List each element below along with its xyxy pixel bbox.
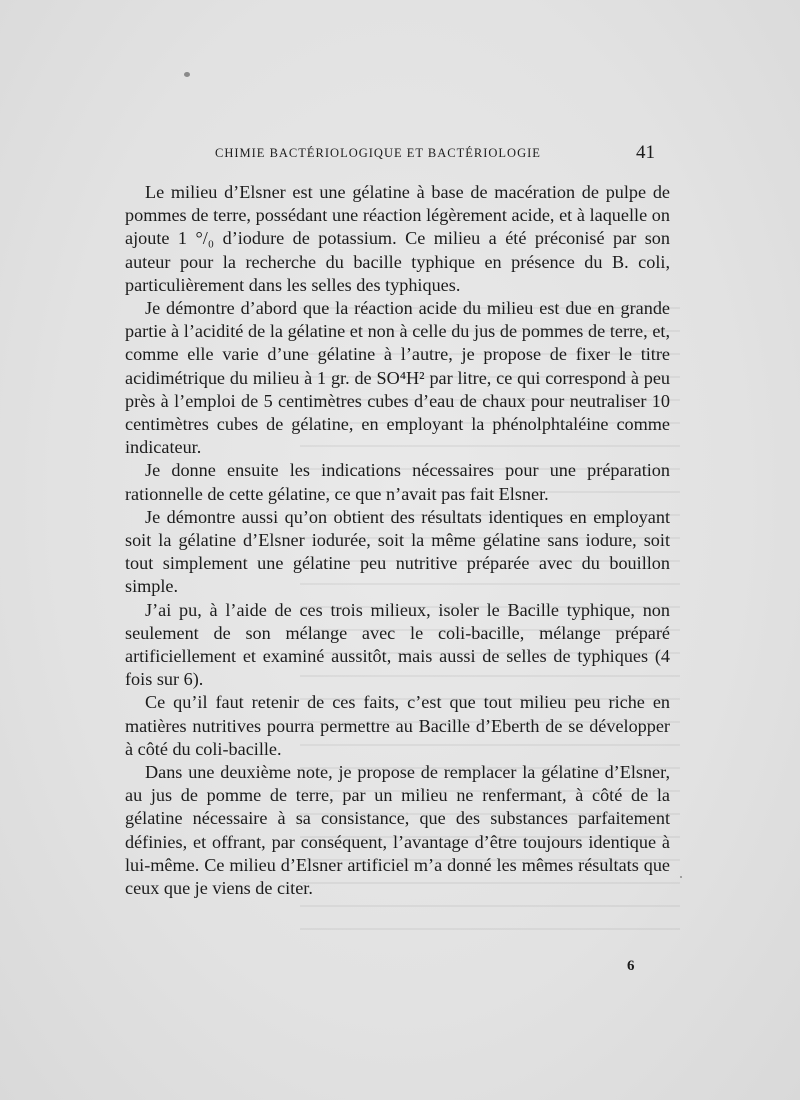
paragraph: Je démontre d’abord que la réaction acide du milieu est due en grande partie à l’acidité de la gélatine et non à celle du jus de pommes de terre, et, comme elle varie d’une gélatine à l’autre, je propose de fixer le titre acidimétrique du milieu à 1 gr. de SO⁴H² par litre, ce qui correspond à peu près à l’emploi de 5 centimètres cubes d’eau de chaux pour neutraliser 10 centimètres cubes de gélatine, en employant la phénolphtaléine comme indicateur. <box>125 298 670 458</box>
page-number: 41 <box>636 142 655 163</box>
page-header <box>215 142 655 166</box>
ink-speck <box>184 72 190 77</box>
body-text <box>125 181 670 900</box>
paragraph: Je démontre aussi qu’on obtient des résultats identiques en employant soit la gélatine d’Elsner iodurée, soit la même gélatine sans iodure, soit tout simplement une gélatine peu nutritive préparée avec du bouillon simple. <box>125 506 670 597</box>
paragraph: Le milieu d’Elsner est une gélatine à base de macération de pulpe de pommes de terre, possédant une réaction légèrement acide, et à laquelle on ajoute 1 °/₀ d’iodure de potassium. Ce milieu a été préconisé par son auteur pour la recherche du bacille typhique en présence du B. coli, particulièrement dans les selles des typhiques. <box>125 182 670 295</box>
running-title: CHIMIE BACTÉRIOLOGIQUE ET BACTÉRIOLOGIE <box>215 146 541 160</box>
paragraph: Ce qu’il faut retenir de ces faits, c’est que tout milieu peu riche en matières nutritives pourra permettre au Bacille d’Eberth de se développer à côté du coli-bacille. <box>125 692 670 759</box>
ink-speck <box>680 876 682 878</box>
paragraph: Je donne ensuite les indications nécessaires pour une préparation rationnelle de cette gélatine, ce que n’avait pas fait Elsner. <box>125 460 670 504</box>
paragraph: Dans une deuxième note, je propose de remplacer la gélatine d’Elsner, au jus de pomme de terre, par un milieu ne renfermant, à côté de la gélatine nécessaire à sa consistance, que des substances parfaitement définies, et offrant, par conséquent, l’avantage d’être toujours identique à lui-même. Ce milieu d’Elsner artificiel m’a donné les mêmes résultats que ceux que je viens de citer. <box>125 762 670 899</box>
signature-mark: 6 <box>627 958 635 974</box>
paragraph: J’ai pu, à l’aide de ces trois milieux, isoler le Bacille typhique, non seulement de son mélange avec le coli-bacille, mélange préparé artificiellement et examiné aussitôt, mais aussi de selles de typhiques (4 fois sur 6). <box>125 599 670 690</box>
